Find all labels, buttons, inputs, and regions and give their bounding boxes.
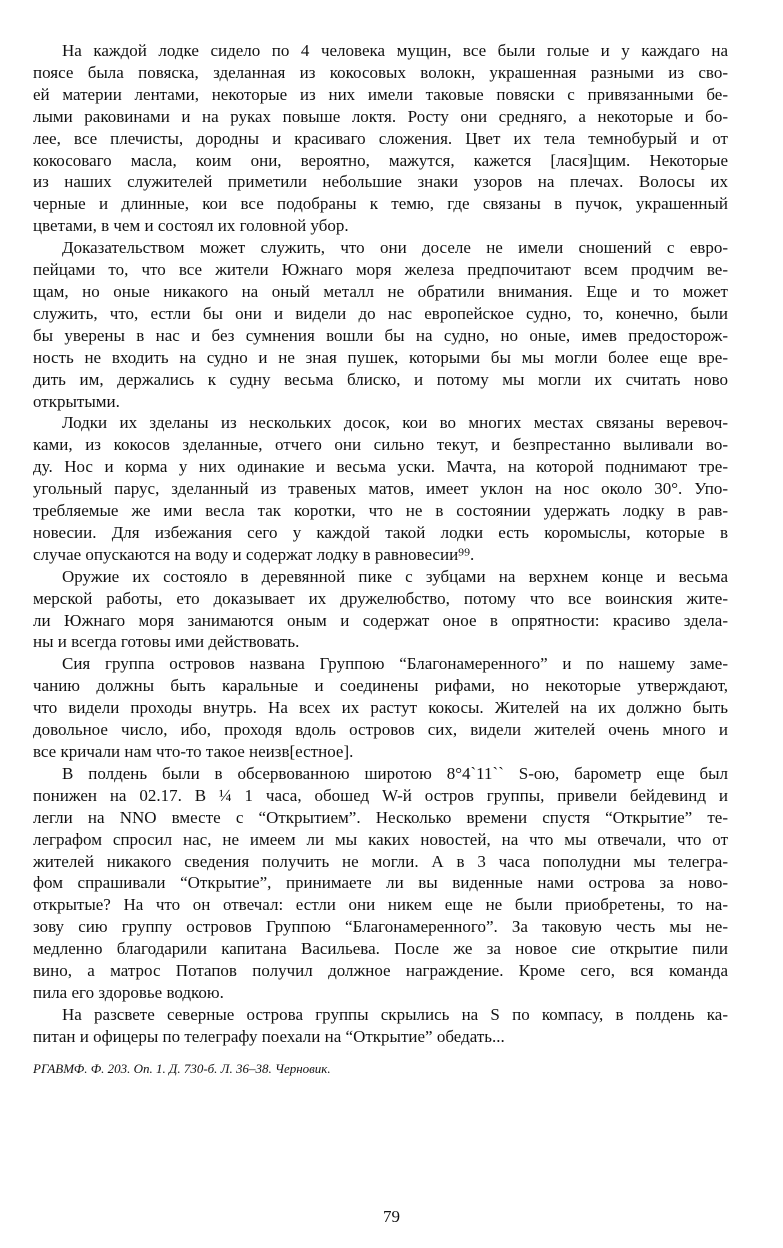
- paragraph: [33, 653, 728, 763]
- text-line: леграфом спросил нас, не имеем ли мы каких новостей, на что мы отвечали, что от: [33, 829, 728, 849]
- paragraph: [33, 1004, 728, 1048]
- text-line: вино, а матрос Потапов получил должное награждение. Кроме сего, вся команда: [33, 961, 728, 981]
- paragraph: [33, 237, 728, 412]
- text-line: ность не входить на судно и не зная пушек, которыми бы мы могли более еще вре-: [33, 347, 728, 367]
- text-line: В полдень были в обсервованною широтою 8°4`11`` S-ою, барометр еще был: [62, 763, 728, 783]
- text-line: черные и длинные, кои все подобраны к темю, где связаны в пучок, украшенный: [33, 194, 728, 214]
- text-line: служить, что, естли бы они и видели до нас европейское судно, то, конечно, были: [33, 303, 728, 323]
- text-line: Сия группа островов названа Группою “Благонамеренного” и по нашему заме-: [62, 654, 728, 674]
- text-line: чанию должны быть каральные и соединены рифами, но некоторые утверждают,: [33, 676, 728, 696]
- text-line: угольный парус, зделанный из травеных матов, имеет уклон на нос около 30°. Упо-: [33, 479, 728, 499]
- text-line: ду. Нос и корма у них одинакие и весьма уски. Мачта, на которой поднимают тре-: [33, 457, 728, 477]
- text-line: что видели проходы внутрь. На всех их растут кокосы. Жителей на их должно быть: [33, 698, 728, 718]
- paragraph: [33, 763, 728, 1004]
- text-line: бы уверены в нас и без сумнения вошли бы на судно, но оные, имев предосторож-: [33, 325, 728, 345]
- text-line: довольное число, ибо, проходя вдоль островов сих, видели жителей очень много и: [33, 720, 728, 740]
- text-line: мерской работы, ето доказывает их дружелюбство, потому что все воинския жите-: [33, 588, 728, 608]
- text-line: легли на NNO вместе с “Открытием”. Несколько времени спустя “Открытие” те-: [33, 807, 728, 827]
- text-line: понижен на 02.17. В ¼ 1 часа, обошед W-й остров группы, привели бейдевинд и: [33, 785, 728, 805]
- text-line: зову сию группу островов Группою “Благонамеренного”. За таковую честь мы не-: [33, 917, 728, 937]
- page-number: 79: [383, 1207, 400, 1226]
- text-line: фом спрашивали “Открытие”, принимаете ли вы виденные нами острова за ново-: [33, 873, 728, 893]
- page-content: [33, 40, 728, 1077]
- paragraph: [33, 40, 728, 237]
- text-line: открытые? На что он отвечал: естли они никем еще не были приобретены, то на-: [33, 895, 728, 915]
- text-line: медленно благодарили капитана Васильева. После же за новое сие открытие пили: [33, 939, 728, 959]
- paragraph: [33, 412, 728, 565]
- text-line: из наших служителей приметили небольшие знаки узоров на плечах. Волосы их: [33, 172, 728, 192]
- paragraph: [33, 566, 728, 654]
- body-text: [33, 40, 728, 1048]
- text-line: лее, все плечисты, дородны и красиваго сложения. Цвет их тела темнобурый и от: [33, 128, 728, 148]
- text-line: ны и всегда готовы ими действовать.: [33, 632, 300, 652]
- text-line: лыми раковинами и на руках повыше локтя. Росту они средняго, а некоторые и бо-: [33, 106, 728, 126]
- text-line: цветами, в чем и состоял их головной убор.: [33, 216, 349, 236]
- text-line: поясе была повяска, зделанная из кокосовых волокн, украшенная разными из сво-: [33, 62, 728, 82]
- text-line: требляемые же ими весла так коротки, что не в состоянии удержать лодку в рав-: [33, 501, 728, 521]
- text-line: питан и офицеры по телеграфу поехали на “Открытие” обедать...: [33, 1026, 505, 1046]
- text-line: На разсвете северные острова группы скрылись на S по компасу, в полдень ка-: [62, 1004, 728, 1024]
- text-line: жителей никакого сведения получить не могли. А в 3 часа пополудни мы телегра-: [33, 851, 728, 871]
- text-line: открытыми.: [33, 391, 120, 411]
- text-line: Лодки их зделаны из нескольких досок, кои во многих местах связаны веревоч-: [62, 413, 728, 433]
- text-line: ками, из кокосов зделанные, отчего они сильно текут, и безпрестанно выливали во-: [33, 435, 728, 455]
- text-line: все кричали нам что-то такое неизв[естное].: [33, 742, 354, 761]
- text-line: Доказательством может служить, что они доселе не имели сношений с евро-: [62, 238, 728, 258]
- text-line: щам, но оные никакого на оный металл не обратили внимания. Еще и то может: [33, 281, 728, 301]
- text-line: пила его здоровье водкою.: [33, 982, 224, 1002]
- text-line: ей материи лентами, некоторые из них имели таковые повяски с привязанными бе-: [33, 84, 728, 104]
- text-line: новесии. Для избежания сего у каждой такой лодки есть коромыслы, которые в: [33, 522, 728, 542]
- archive-source-note: РГАВМФ. Ф. 203. Оп. 1. Д. 730-б. Л. 36–38. Черновик.: [33, 1060, 331, 1076]
- text-line: случае опускаются на воду и содержат лодку в равновесии⁹⁹.: [33, 544, 475, 564]
- text-line: Оружие их состояло в деревянной пике с зубцами на верхнем конце и весьма: [62, 566, 728, 586]
- text-line: На каждой лодке сидело по 4 человека мущин, все были голые и у каждаго на: [62, 41, 728, 60]
- text-line: ли Южнаго моря занимаются оным и содержат оное в опрятности: красиво здела-: [33, 610, 728, 630]
- text-line: кокосоваго масла, коим они, вероятно, мажутся, кажется [лася]щим. Некоторые: [33, 150, 728, 170]
- text-line: пейцами то, что все жители Южнаго моря железа предпочитают всем продчим ве-: [33, 260, 728, 280]
- text-line: дить им, держались к судну весьма блиско, и потому мы могли их считать ново: [33, 369, 728, 389]
